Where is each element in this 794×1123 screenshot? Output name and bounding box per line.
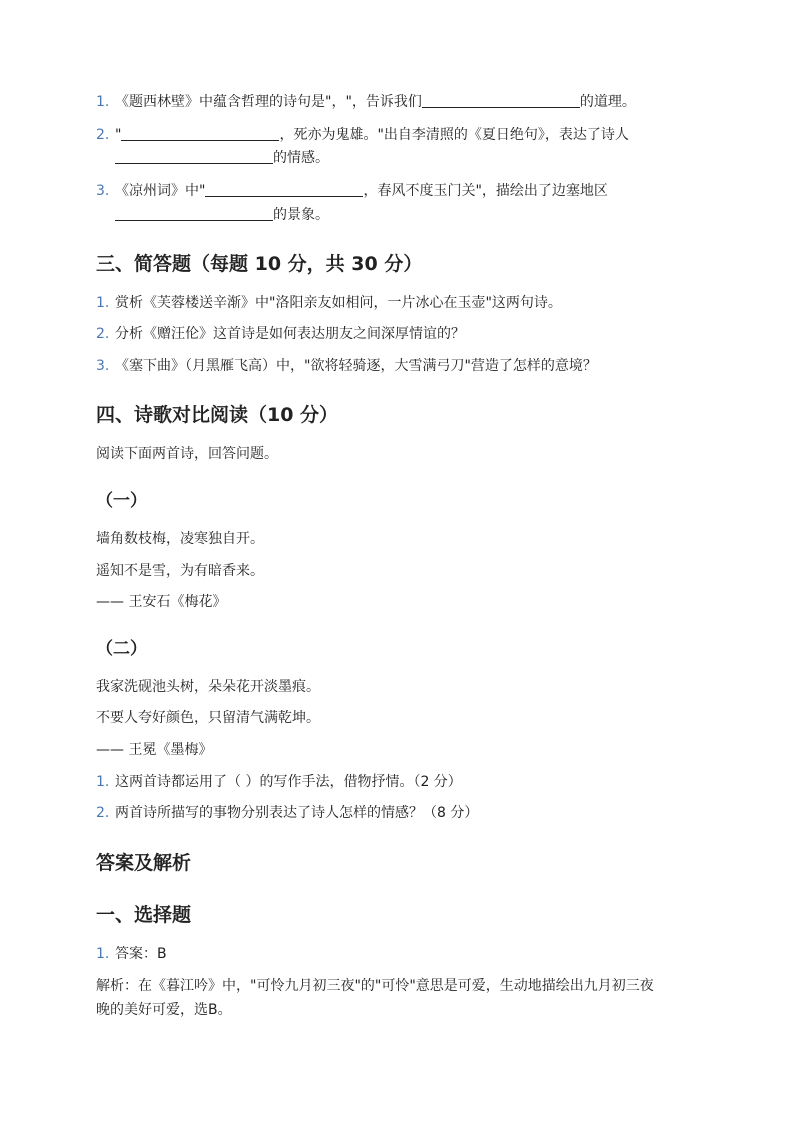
item-text: 的情感。 <box>273 150 329 166</box>
answers-subheading: 一、选择题 <box>96 904 192 926</box>
item-number: 1. <box>96 774 110 790</box>
answer-item <box>96 943 167 965</box>
fill-blank-item-2-cont <box>115 147 329 169</box>
poem-label: （二） <box>96 639 147 659</box>
question-item <box>96 323 465 345</box>
poem-line: 不要人夸好颜色，只留清气满乾坤。 <box>96 710 320 726</box>
item-text: 分析《赠汪伦》这首诗是如何表达朋友之间深厚情谊的？ <box>115 326 465 342</box>
item-text: 《凉州词》中" <box>115 183 206 199</box>
item-number: 1. <box>96 295 110 311</box>
item-number: 1. <box>96 946 110 962</box>
answer-text: 答案：B <box>115 946 167 962</box>
answer-blank[interactable] <box>121 126 279 141</box>
fill-blank-item-2 <box>96 124 629 146</box>
item-number: 2. <box>96 805 110 821</box>
poem-label: （一） <box>96 491 147 511</box>
poem-line: 遥知不是雪，为有暗香来。 <box>96 563 264 579</box>
item-number: 2. <box>96 326 110 342</box>
poem-line: 墙角数枝梅，凌寒独自开。 <box>96 531 264 547</box>
question-item <box>96 292 562 314</box>
item-text: 《塞下曲》（月黑雁飞高）中，"欲将轻骑逐，大雪满弓刀"营造了怎样的意境？ <box>115 358 597 374</box>
item-text: " <box>115 127 122 143</box>
fill-blank-item-3-cont <box>115 204 329 226</box>
poem-line: 我家洗砚池头树，朵朵花开淡墨痕。 <box>96 679 320 695</box>
item-number: 1. <box>96 94 110 110</box>
item-text: 的景象。 <box>273 207 329 223</box>
answers-heading: 答案及解析 <box>96 852 192 874</box>
explanation-line: 解析：在《暮江吟》中，"可怜九月初三夜"的"可怜"意思是可爱，生动地描绘出九月初三夜 <box>96 978 654 994</box>
section-heading: 三、简答题（每题 10 分，共 30 分） <box>96 253 423 275</box>
item-text: 赏析《芙蓉楼送辛渐》中"洛阳亲友如相问，一片冰心在玉壶"这两句诗。 <box>115 295 562 311</box>
poem-author: —— 王冕《墨梅》 <box>96 742 213 758</box>
question-item <box>96 802 478 824</box>
item-text: 《题西林壁》中蕴含哲理的诗句是"，"，告诉我们 <box>115 94 422 110</box>
question-item <box>96 771 462 793</box>
item-text: 两首诗所描写的事物分别表达了诗人怎样的情感？（8 分） <box>115 805 479 821</box>
section-intro: 阅读下面两首诗，回答问题。 <box>96 446 278 462</box>
answer-blank[interactable] <box>205 182 363 197</box>
item-text: 的道理。 <box>579 94 636 110</box>
answer-blank[interactable] <box>115 206 273 221</box>
item-number: 3. <box>96 358 110 374</box>
item-text: 这两首诗都运用了（ ）的写作手法，借物抒情。（2 分） <box>115 774 462 790</box>
item-number: 2. <box>96 127 110 143</box>
explanation-line: 晚的美好可爱，选B。 <box>96 1002 232 1018</box>
item-text: ，死亦为鬼雄。"出自李清照的《夏日绝句》，表达了诗人 <box>279 127 629 143</box>
answer-blank[interactable] <box>422 93 580 108</box>
section-heading: 四、诗歌对比阅读（10 分） <box>96 404 339 426</box>
answer-blank[interactable] <box>115 149 273 164</box>
item-text: ，春风不度玉门关"，描绘出了边塞地区 <box>363 183 608 199</box>
fill-blank-item-3 <box>96 180 608 202</box>
question-item <box>96 355 597 377</box>
item-number: 3. <box>96 183 110 199</box>
poem-author: —— 王安石《梅花》 <box>96 594 227 610</box>
fill-blank-item-1 <box>96 91 636 113</box>
